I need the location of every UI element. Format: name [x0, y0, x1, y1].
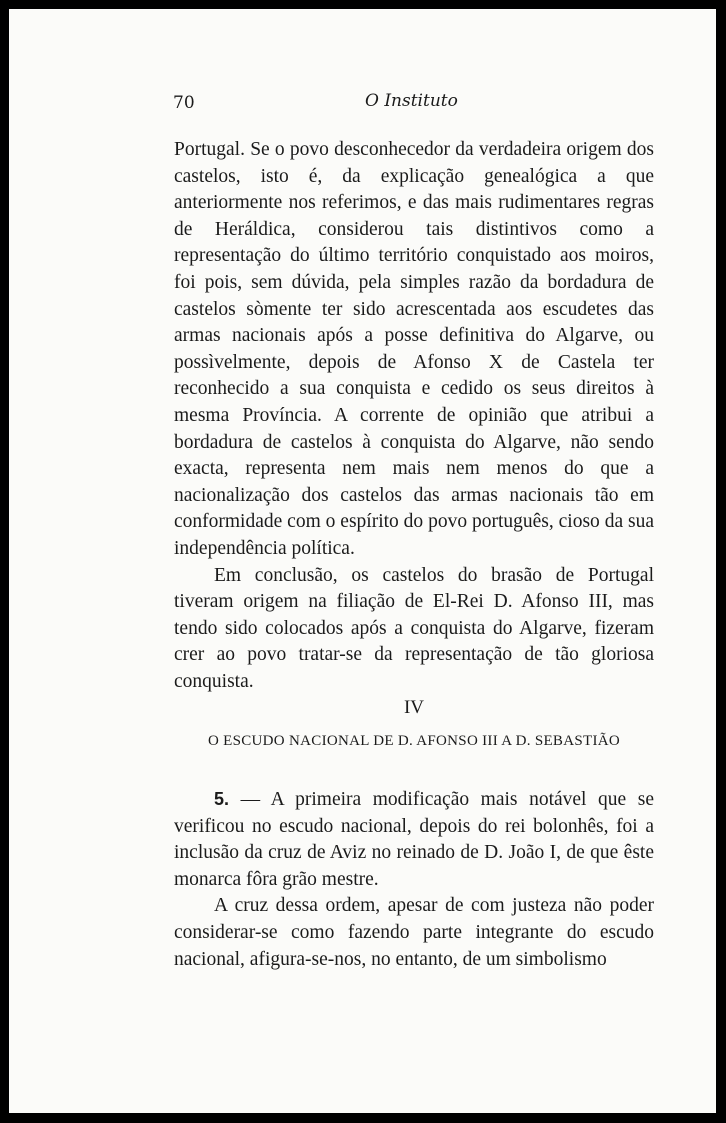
section-number: IV — [403, 697, 425, 718]
section-title: O ESCUDO NACIONAL DE D. AFONSO III A D. SEBASTIÃO — [207, 733, 621, 749]
paragraph-number: 5. — [214, 789, 230, 809]
paragraph-5-text: — A primeira modificação mais notável que se verificou no escudo nacional, depois do rei bolonhês, foi a inclusão da cruz de Aviz no reinado de D. João I, de que êste monarca fôra grão mestre. — [174, 789, 654, 890]
running-title: O Instituto — [365, 91, 458, 111]
body-text-bottom — [174, 786, 654, 973]
paragraph-cross: A cruz dessa ordem, apesar de com justeza não poder considerar-se como fazendo parte integrante do escudo nacional, afigura-se-nos, no entanto, de um simbolismo — [174, 895, 654, 970]
paragraph-5 — [174, 786, 654, 893]
page-header — [169, 91, 669, 115]
body-text-top — [174, 137, 654, 695]
book-page — [9, 9, 716, 1113]
page-number: 70 — [173, 93, 195, 113]
paragraph-conclusion: Em conclusão, os castelos do brasão de Portugal tiveram origem na filiação de El-Rei D. Afonso III, mas tendo sido colocados após a conquista do Algarve, fizeram crer ao povo tratar-se da representação de tão gloriosa conquista. — [174, 564, 654, 692]
paragraph-continued: Portugal. Se o povo desconhecedor da verdadeira origem dos castelos, isto é, da explicação genealógica a que anteriormente nos referimos, e das mais rudimentares regras de Heráldica, considerou tais distintivos como a representação do último território conquistado aos moiros, foi pois, sem dúvida, pela simples razão da bordadura de castelos sòmente ter sido acrescentada aos escudetes das armas nacionais após a posse definitiva do Algarve, ou possìvelmente, depois de Afonso X de Castela ter reconhecido a sua conquista e cedido os seus direitos à mesma Província. A corrente de opinião que atribui a bordadura de castelos à conquista do Algarve, não sendo exacta, representa nem mais nem menos do que a nacionalização dos castelos das armas nacionais tão em conformidade com o espírito do povo português, cioso da sua independência política. — [174, 139, 654, 559]
